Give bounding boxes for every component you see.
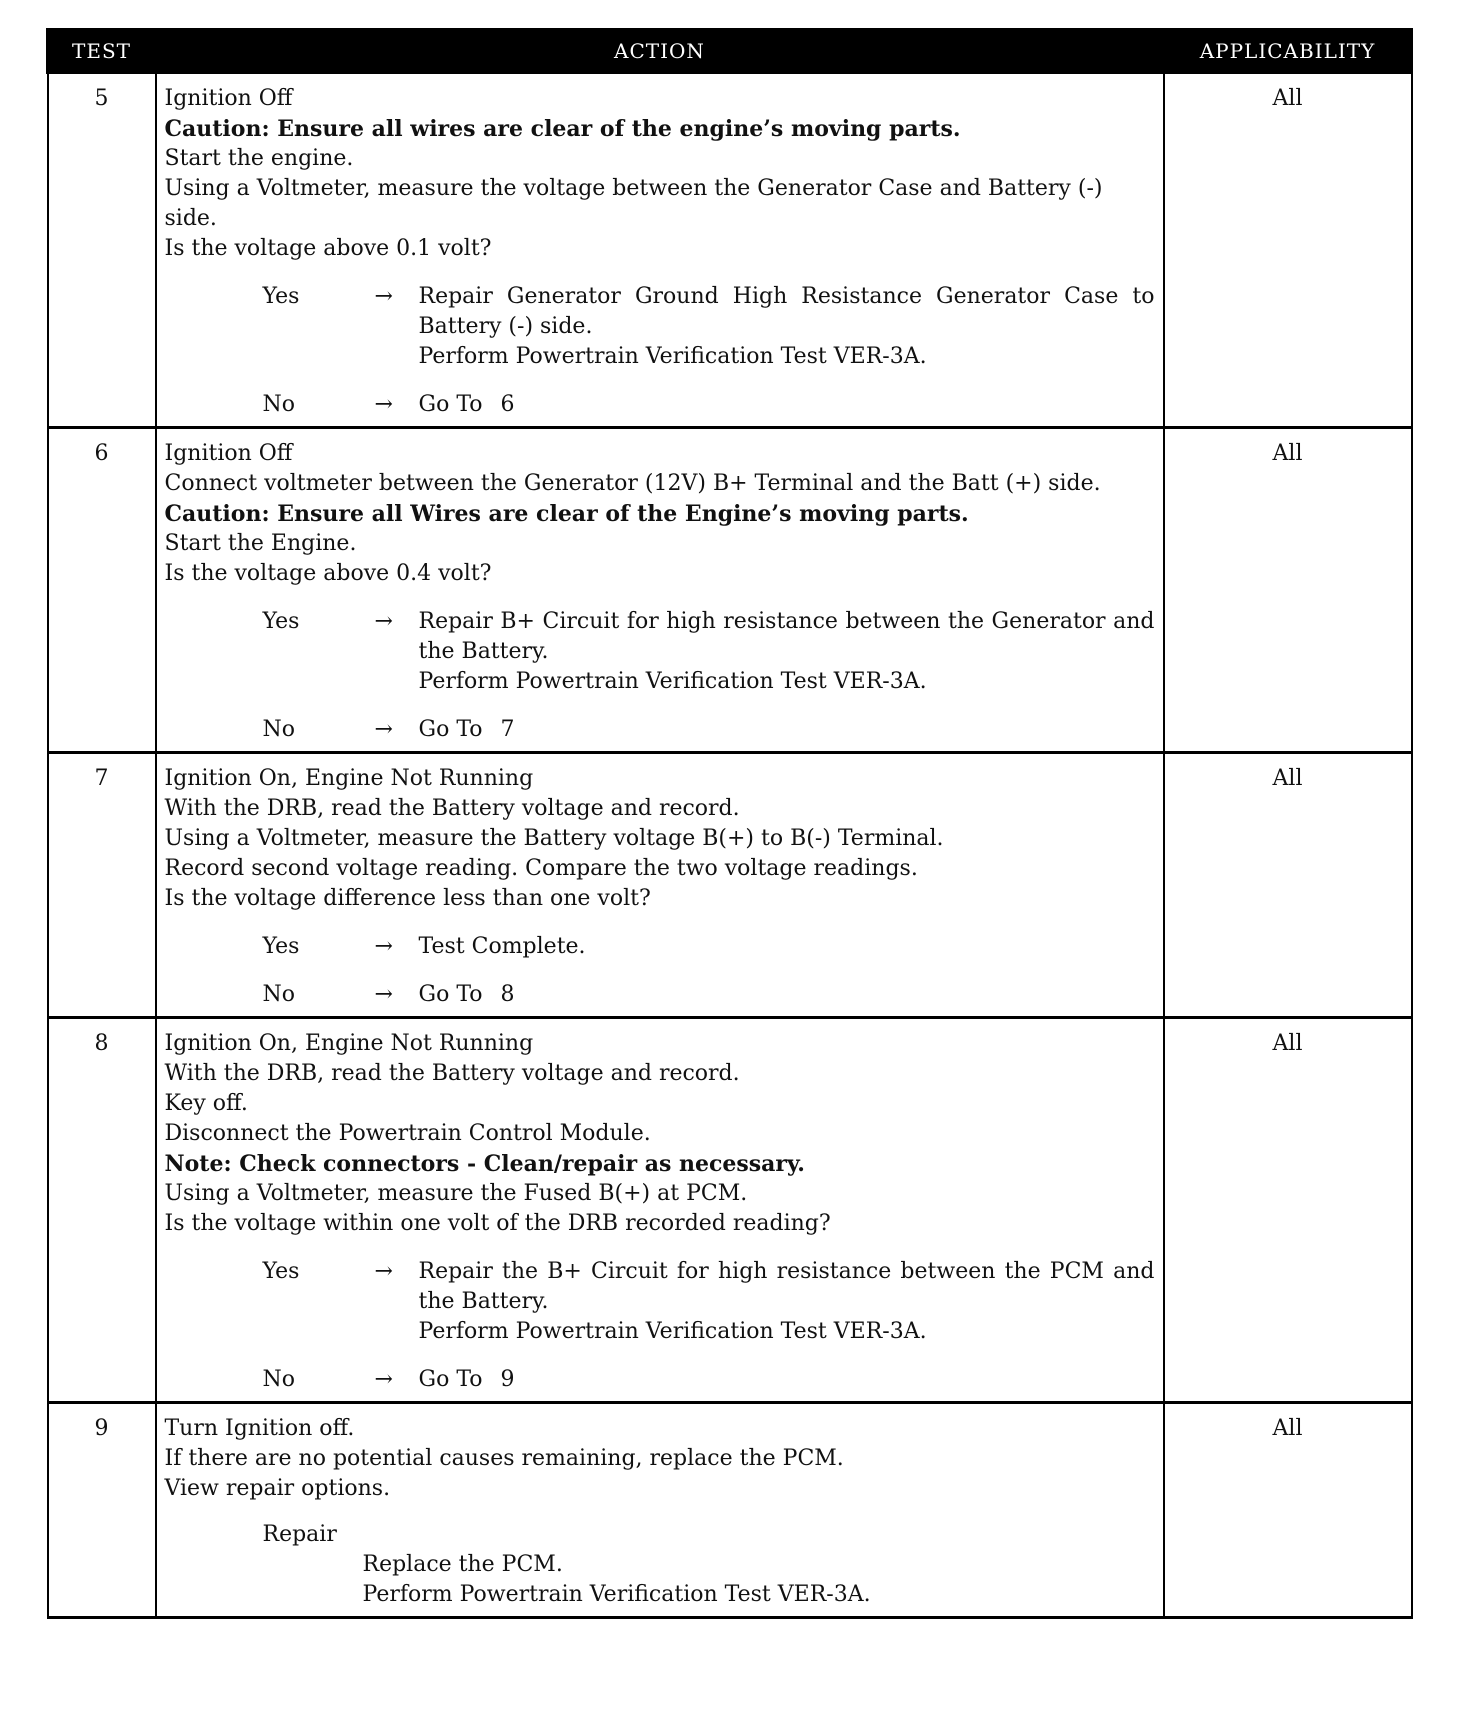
step-text: Using a Voltmeter, measure the voltage between the Generator Case and Battery (-) side.	[164, 176, 1103, 231]
arrow-icon: →	[374, 1259, 393, 1284]
yes-result	[419, 932, 1155, 962]
yes-branch	[165, 1257, 1155, 1347]
step-text: Is the voltage above 0.1 volt?	[164, 236, 492, 261]
action-cell	[156, 1403, 1164, 1618]
test-number: 8	[48, 1018, 156, 1403]
step-text: Start the engine.	[164, 146, 354, 171]
repair-text: Replace the PCM.	[362, 1552, 563, 1577]
goto-link[interactable]	[419, 980, 1155, 1010]
step-text: Is the voltage above 0.4 volt?	[164, 561, 492, 586]
no-label: No	[262, 982, 295, 1007]
yes-branch	[165, 932, 1155, 962]
no-label: No	[262, 717, 295, 742]
goto-target: 6	[500, 392, 515, 417]
yes-label: Yes	[262, 1259, 300, 1284]
arrow-icon: →	[374, 717, 393, 742]
table-row	[48, 1018, 1412, 1403]
step-text: Using a Voltmeter, measure the Fused B(+) at PCM.	[164, 1181, 748, 1206]
arrow-icon: →	[374, 1367, 393, 1392]
goto-target: 7	[500, 717, 515, 742]
result-text: Repair B+ Circuit for high resistance between the Generator and the Battery.	[418, 609, 1155, 664]
step-text: Ignition On, Engine Not Running	[164, 766, 534, 791]
step-text: Disconnect the Powertrain Control Module.	[164, 1121, 651, 1146]
step-text: Start the Engine.	[164, 531, 357, 556]
table-row	[48, 1403, 1412, 1618]
step-text: View repair options.	[164, 1476, 391, 1501]
result-text: Perform Powertrain Verification Test VER-3A.	[418, 669, 927, 694]
no-label: No	[262, 392, 295, 417]
no-branch	[165, 715, 1155, 745]
test-number: 5	[48, 73, 156, 428]
goto-target: 8	[500, 982, 515, 1007]
action-cell	[156, 73, 1164, 428]
result-text: Perform Powertrain Verification Test VER-3A.	[418, 1319, 927, 1344]
goto-link[interactable]	[419, 1365, 1155, 1395]
applicability-value: All	[1164, 753, 1412, 1018]
result-text: Repair the B+ Circuit for high resistance between the PCM and the Battery.	[418, 1259, 1155, 1314]
no-branch	[165, 980, 1155, 1010]
caution-text: Caution: Ensure all Wires are clear of the Engine’s moving parts.	[164, 501, 969, 527]
table-row	[48, 753, 1412, 1018]
header-test: TEST	[48, 30, 156, 73]
step-text: Is the voltage within one volt of the DRB recorded reading?	[164, 1211, 831, 1236]
result-text: Test Complete.	[418, 934, 586, 959]
action-cell	[156, 428, 1164, 753]
applicability-value: All	[1164, 428, 1412, 753]
step-text: Connect voltmeter between the Generator (12V) B+ Terminal and the Batt (+) side.	[164, 471, 1101, 496]
arrow-icon: →	[374, 982, 393, 1007]
diagnostic-table	[46, 28, 1413, 1619]
yes-result	[419, 282, 1155, 372]
goto-link[interactable]	[419, 390, 1155, 420]
test-number: 6	[48, 428, 156, 753]
step-text: Turn Ignition off.	[164, 1416, 355, 1441]
applicability-value: All	[1164, 1403, 1412, 1618]
caution-text: Note: Check connectors - Clean/repair as necessary.	[164, 1151, 805, 1177]
table-body	[48, 73, 1412, 1618]
step-text: Ignition On, Engine Not Running	[164, 1031, 534, 1056]
step-text: Record second voltage reading. Compare the two voltage readings.	[164, 856, 918, 881]
no-branch	[165, 390, 1155, 420]
step-text: Ignition Off	[164, 441, 293, 466]
step-text: Using a Voltmeter, measure the Battery voltage B(+) to B(-) Terminal.	[164, 826, 944, 851]
result-text: Perform Powertrain Verification Test VER-3A.	[418, 344, 927, 369]
yes-label: Yes	[262, 609, 300, 634]
arrow-icon: →	[374, 392, 393, 417]
yes-branch	[165, 282, 1155, 372]
arrow-icon: →	[374, 609, 393, 634]
step-text: Key off.	[164, 1091, 248, 1116]
yes-result	[419, 1257, 1155, 1347]
yes-label: Yes	[262, 934, 300, 959]
yes-label: Yes	[262, 284, 300, 309]
arrow-icon: →	[374, 284, 393, 309]
action-cell	[156, 1018, 1164, 1403]
arrow-icon: →	[374, 934, 393, 959]
result-text: Repair Generator Ground High Resistance Generator Case to Battery (-) side.	[418, 284, 1155, 339]
step-text: With the DRB, read the Battery voltage and record.	[164, 1061, 740, 1086]
applicability-value: All	[1164, 73, 1412, 428]
applicability-value: All	[1164, 1018, 1412, 1403]
repair-text: Perform Powertrain Verification Test VER-3A.	[362, 1582, 871, 1607]
no-branch	[165, 1365, 1155, 1395]
no-label: No	[262, 1367, 295, 1392]
table-row	[48, 73, 1412, 428]
goto-text: Go To	[418, 392, 483, 417]
header-action: ACTION	[156, 30, 1164, 73]
goto-text: Go To	[418, 1367, 483, 1392]
caution-text: Caution: Ensure all wires are clear of the engine’s moving parts.	[164, 116, 961, 142]
goto-text: Go To	[418, 717, 483, 742]
repair-label: Repair	[262, 1522, 337, 1547]
step-text: Ignition Off	[164, 86, 293, 111]
test-number: 7	[48, 753, 156, 1018]
goto-target: 9	[500, 1367, 515, 1392]
step-text: With the DRB, read the Battery voltage and record.	[164, 796, 740, 821]
yes-branch	[165, 607, 1155, 697]
step-text: If there are no potential causes remaining, replace the PCM.	[164, 1446, 844, 1471]
action-cell	[156, 753, 1164, 1018]
step-text: Is the voltage difference less than one volt?	[164, 886, 651, 911]
test-number: 9	[48, 1403, 156, 1618]
yes-result	[419, 607, 1155, 697]
header-applicability: APPLICABILITY	[1164, 30, 1412, 73]
table-row	[48, 428, 1412, 753]
goto-link[interactable]	[419, 715, 1155, 745]
goto-text: Go To	[418, 982, 483, 1007]
table-header	[48, 30, 1412, 73]
